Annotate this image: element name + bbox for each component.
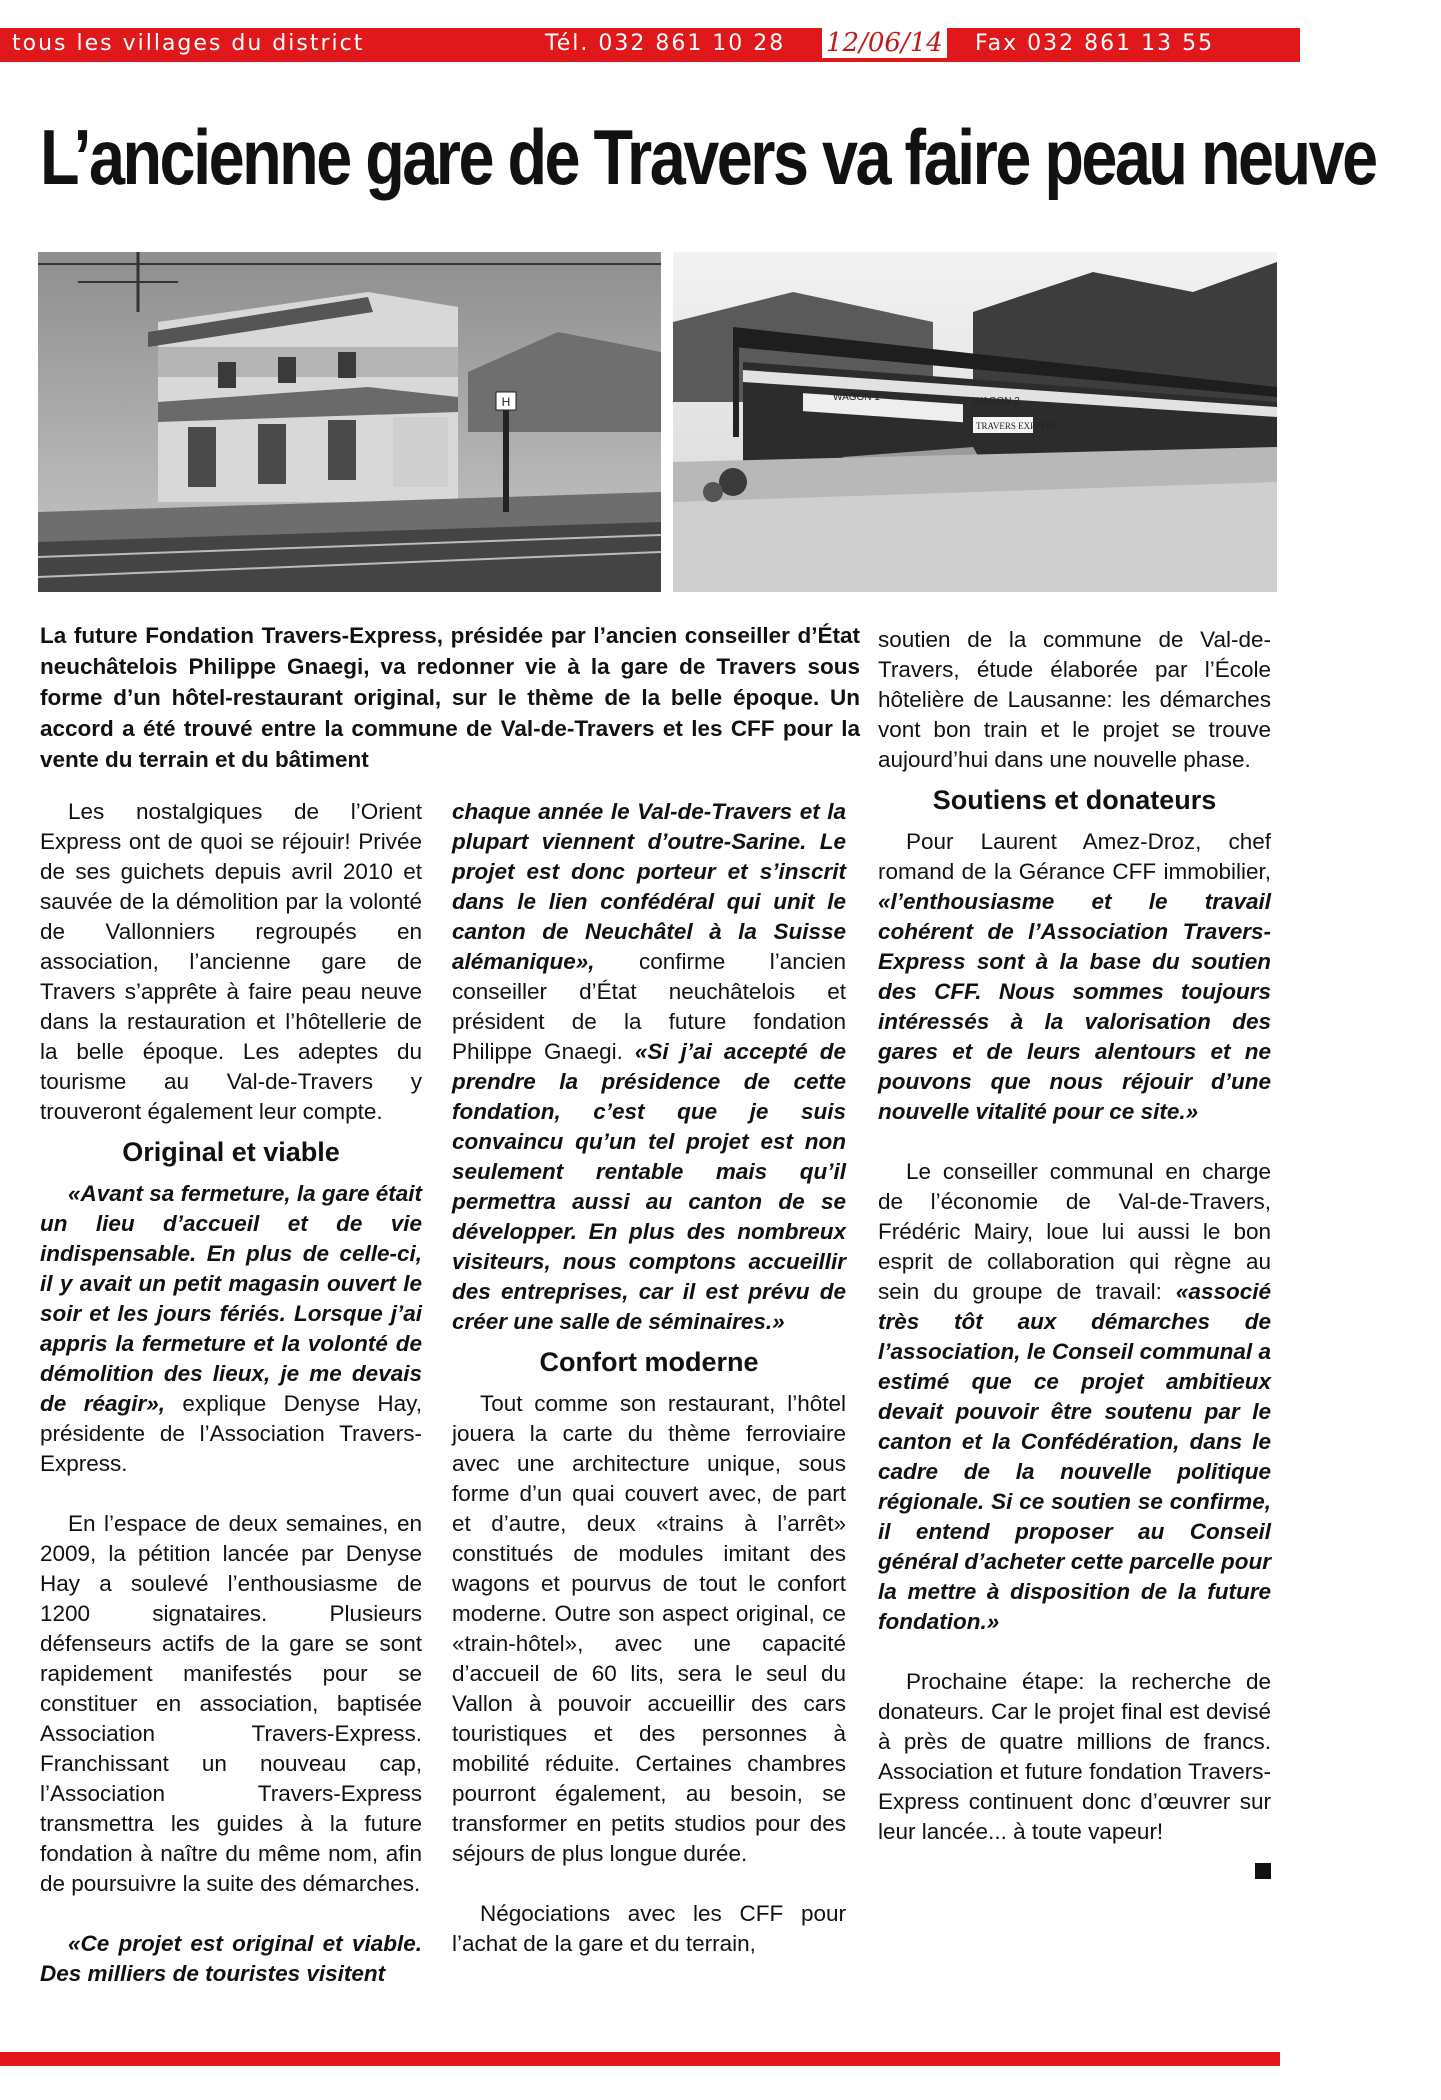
footer-bar: [0, 2052, 1280, 2066]
column-3: [878, 625, 1271, 1887]
photo-station-building: [38, 252, 661, 592]
paragraph-original-quote: «Ce projet est original et viable. Des milliers de touristes visitent: [40, 1931, 422, 1986]
wagon-label-1: WAGON 1: [833, 392, 880, 403]
attribution-text: explique Denyse Hay, présidente de l’Association Travers-Express.: [40, 1391, 423, 1476]
paragraph-negociations: Négociations avec les CFF pour l’achat de la gare et du terrain,: [452, 1901, 846, 1956]
article-title: L’ancienne gare de Travers va faire peau neuve: [40, 113, 1376, 201]
handwritten-date: 12/06/14: [822, 28, 947, 58]
paragraph-amez-droz: [878, 827, 1271, 1127]
quote-text: «l’enthousiasme et le travail cohérent de l’Association Travers-Express sont à la base du soutien des CFF. Nous sommes toujours intéressés à la valorisation des gares et de leurs alentours et ne pouvons que nous réjouir d’une nouvelle vitalité pour ce site.»: [878, 889, 1271, 1124]
subheading-soutiens-et-donateurs: Soutiens et donateurs: [932, 785, 1217, 815]
column-2: [452, 797, 846, 1959]
paragraph-soutien-commune: soutien de la commune de Val-de-Travers, étude élaborée par l’École hôtelière de Lausanne: les démarches vont bon train et le projet se trouve aujourd’hui dans une nouvelle phase.: [878, 627, 1271, 772]
fax-number: Fax 032 861 13 55: [975, 31, 1215, 56]
column-1: [40, 797, 422, 1989]
paragraph-mairy: [878, 1157, 1271, 1637]
end-mark-icon: [1255, 1863, 1271, 1879]
attribution-text: confirme l’ancien conseiller d’État neuchâtelois et président de la future fondation Philippe Gnaegi.: [452, 949, 846, 1064]
body-text: Pour Laurent Amez-Droz, chef romand de la Gérance CFF immobilier,: [878, 829, 1271, 884]
section-label: tous les villages du district: [12, 31, 365, 56]
subheading-original-et-viable: Original et viable: [122, 1137, 340, 1167]
article-lead: La future Fondation Travers-Express, présidée par l’ancien conseiller d’État neuchâtelois Philippe Gnaegi, va redonner vie à la gare de Travers sous forme d’un hôtel-restaurant original, sur le thème de la belle époque. Un accord a été trouvé entre la commune de Val-de-Travers et les CFF pour la vente du terrain et du bâtiment: [40, 623, 860, 772]
wagon-label-2: WAGON 2: [973, 396, 1020, 407]
paragraph-train-hotel: Tout comme son restaurant, l’hôtel jouera la carte du thème ferroviaire avec une architecture unique, sous forme d’un quai couvert avec, de part et d’autre, deux «trains à l’arrêt» constitués de modules imitant des wagons et pourvus de tout le confort moderne. Outre son aspect original, ce «train-hôtel», avec une capacité d’accueil de 60 lits, sera le seul du Vallon à pouvoir accueillir des cars touristiques et des personnes à mobilité réduite. Certaines chambres pourront également, au besoin, se transformer en petits studios pour des séjours de plus longue durée.: [452, 1391, 846, 1866]
quote-text: «associé très tôt aux démarches de l’association, le Conseil communal a estimé que ce projet ambitieux devait pouvoir être soutenu par le canton et la Confédération, dans le cadre de la nouvelle politique régionale. Si ce soutien se confirme, il entend proposer au Conseil général d’acheter cette parcelle pour la mettre à disposition de la future fondation.»: [878, 1279, 1271, 1634]
header-bar: [0, 28, 1300, 62]
phone-number: Tél. 032 861 10 28: [545, 31, 786, 56]
photo-wagon-rendering: [673, 252, 1277, 592]
quote-text: «Avant sa fermeture, la gare était un lieu d’accueil et de vie indispensable. En plus de celle-ci, il y avait un petit magasin ouvert le soir et les jours fériés. Lorsque j’ai appris la fermeture et la volonté de démolition des lieux, je me devais de réagir»,: [40, 1181, 422, 1416]
wagon-sign-text: TRAVERS EXPRESS: [976, 421, 1057, 431]
paragraph-petition: En l’espace de deux semaines, en 2009, la pétition lancée par Denyse Hay a soulevé l’enthousiasme de 1200 signataires. Plusieurs défenseurs actifs de la gare se sont rapidement manifestés pour se constituer en association, baptisée Association Travers-Express. Franchissant un nouveau cap, l’Association Travers-Express transmettra les guides à la future fondation à naître du même nom, afin de poursuivre la suite des démarches.: [40, 1511, 422, 1896]
paragraph-denyse-hay-quote: [40, 1179, 422, 1479]
quote-text-2: «Si j’ai accepté de prendre la présidence de cette fondation, c’est que je suis convaincu qu’un tel projet est non seulement rentable mais qu’il permettra aussi au canton de se développer. En plus des nombreux visiteurs, nous comptons accueillir des entreprises, car il est prévu de créer une salle de séminaires.»: [452, 1039, 846, 1334]
end-of-article: [878, 1857, 1271, 1887]
quote-text: chaque année le Val-de-Travers et la plupart viennent d’outre-Sarine. Le projet est donc porteur et s’inscrit dans le lien confédéral qui unit le canton de Neuchâtel à la Suisse alémanique»,: [452, 799, 846, 974]
subheading-confort-moderne: Confort moderne: [539, 1347, 759, 1377]
paragraph-intro: Les nostalgiques de l’Orient Express ont de quoi se réjouir! Privée de ses guichets depuis avril 2010 et sauvée de la démolition par la volonté de Vallonniers regroupés en association, l’ancienne gare de Travers s’apprête à faire peau neuve dans la restauration et l’hôtellerie de la belle époque. Les adeptes du tourisme au Val-de-Travers y trouveront également leur compte.: [40, 799, 422, 1124]
body-text: Le conseiller communal en charge de l’économie de Val-de-Travers, Frédéric Mairy, loue lui aussi le bon esprit de collaboration qui règne au sein du groupe de travail:: [878, 1159, 1271, 1304]
platform-sign-text: H: [501, 395, 511, 409]
paragraph-gnaegi-quote: [452, 797, 846, 1337]
paragraph-prochaine-etape: Prochaine étape: la recherche de donateurs. Car le projet final est devisé à près de quatre millions de francs. Association et future fondation Travers-Express continuent donc d’œuvrer sur leur lancée... à toute vapeur!: [878, 1669, 1271, 1844]
